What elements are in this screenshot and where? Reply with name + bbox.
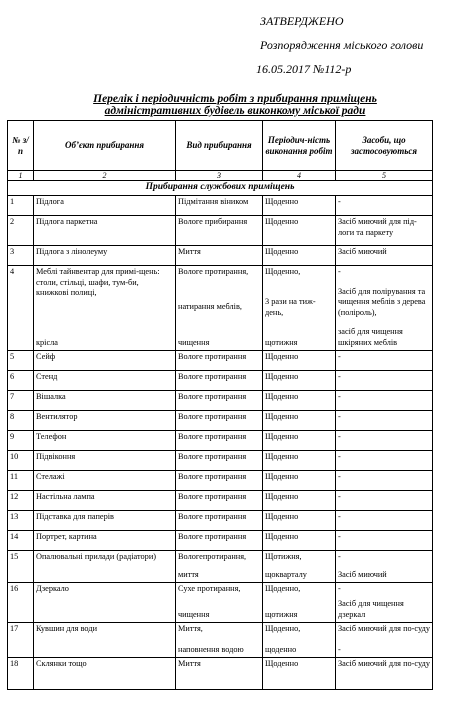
cell-type-part: миття — [178, 569, 199, 579]
cell-means: Засіб миючий для під-логи та паркету — [336, 216, 433, 246]
header-period: Періодич-ність виконання робіт — [263, 121, 336, 171]
cell-num: 2 — [8, 216, 34, 246]
cell-period-part: Щоденно, — [265, 624, 301, 633]
cell-means — [336, 551, 433, 583]
cell-type: Миття — [176, 658, 263, 690]
header-means: Засоби, що застосовуються — [336, 121, 433, 171]
cell-period-part: щотижня — [265, 337, 298, 347]
approval-date-number: 16.05.2017 №112-р — [256, 62, 352, 76]
table-row — [8, 551, 433, 583]
cell-period-part: щокварталу — [265, 569, 307, 579]
cell-object: Вішалка — [34, 391, 176, 411]
cell-period — [263, 551, 336, 583]
cell-type: Вологе протирання — [176, 391, 263, 411]
section-heading: Прибирання службових приміщень — [8, 181, 433, 196]
cell-object — [34, 266, 176, 351]
table-row — [8, 411, 433, 431]
cell-period: Щоденно — [263, 471, 336, 491]
approval-order-line: Розпорядження міського голови — [260, 38, 424, 52]
cell-num: 15 — [8, 551, 34, 583]
cell-num: 13 — [8, 511, 34, 531]
table-row — [8, 583, 433, 623]
cell-type-part: чищення — [178, 609, 210, 619]
cell-means: - — [336, 351, 433, 371]
document-title — [60, 93, 410, 117]
cell-object: Підставка для паперів — [34, 511, 176, 531]
cell-period-part: Щоденно, — [265, 584, 301, 593]
cell-type-part: чищення — [178, 337, 210, 347]
cell-period: Щоденно — [263, 431, 336, 451]
table-row — [8, 246, 433, 266]
cell-num: 1 — [8, 196, 34, 216]
cell-means-part: Засіб для чищення дзеркал — [338, 599, 404, 619]
cell-object: Дзеркало — [34, 583, 176, 623]
cell-object: Підлога з лінолеуму — [34, 246, 176, 266]
cell-period: Щоденно — [263, 246, 336, 266]
cell-object: Телефон — [34, 431, 176, 451]
table-row — [8, 266, 433, 351]
cell-num: 18 — [8, 658, 34, 690]
cell-type: Вологе протирання — [176, 371, 263, 391]
cell-type-part: Вологе протирання, — [178, 267, 249, 276]
cell-type: Вологе прибирання — [176, 216, 263, 246]
cell-object: Портрет, картина — [34, 531, 176, 551]
table-row — [8, 471, 433, 491]
col-number: 5 — [336, 171, 433, 181]
cell-period-part: щотижня — [265, 609, 298, 619]
cell-object-part: Меблі тайнвентар для примі-щень: столи, стільці, шафи, тум-би, книжкові полиці, — [36, 267, 160, 297]
cell-type: Вологе протирання — [176, 431, 263, 451]
cell-type: Вологе протирання — [176, 491, 263, 511]
cell-means: - — [336, 531, 433, 551]
cell-num: 6 — [8, 371, 34, 391]
cell-period: Щоденно — [263, 451, 336, 471]
cell-means-part: засіб для чищення шкіряних меблів — [338, 327, 403, 347]
cleaning-schedule-table — [7, 120, 433, 690]
cell-type: Вологе протирання — [176, 471, 263, 491]
cell-means: - — [336, 511, 433, 531]
cell-means-part: Засіб миючий для по-суду — [338, 624, 430, 633]
cell-means: - — [336, 411, 433, 431]
cell-means-part: - — [338, 552, 341, 561]
col-number: 1 — [8, 171, 34, 181]
cell-object: Склянки тощо — [34, 658, 176, 690]
cell-means-part: Засіб для полірування та чищення меблів з дерева (поліроль), — [338, 286, 426, 317]
col-number: 3 — [176, 171, 263, 181]
cell-period: Щоденно — [263, 531, 336, 551]
cell-period — [263, 623, 336, 658]
header-type: Вид прибирання — [176, 121, 263, 171]
cell-object: Сейф — [34, 351, 176, 371]
cell-means: - — [336, 196, 433, 216]
col-number: 4 — [263, 171, 336, 181]
cell-num: 3 — [8, 246, 34, 266]
cell-means: - — [336, 371, 433, 391]
cell-type — [176, 623, 263, 658]
cell-period: Щоденно — [263, 491, 336, 511]
cell-period — [263, 583, 336, 623]
table-row — [8, 511, 433, 531]
cell-object: Кувшин для води — [34, 623, 176, 658]
cell-type — [176, 266, 263, 351]
cell-period-part: щоденно — [265, 644, 297, 654]
cell-type-part: Миття, — [178, 624, 203, 633]
cell-num: 14 — [8, 531, 34, 551]
cell-means: - — [336, 491, 433, 511]
cell-period: Щоденно — [263, 411, 336, 431]
cell-means: - — [336, 471, 433, 491]
cell-type — [176, 551, 263, 583]
table-row — [8, 351, 433, 371]
cell-object: Опалювальні прилади (радіатори) — [34, 551, 176, 583]
table-row — [8, 196, 433, 216]
cell-object: Підлога — [34, 196, 176, 216]
cell-type: Вологе протирання — [176, 351, 263, 371]
cell-period: Щоденно — [263, 196, 336, 216]
cell-period: Щоденно — [263, 391, 336, 411]
cell-type: Миття — [176, 246, 263, 266]
cell-period: Щоденно — [263, 371, 336, 391]
cell-period: Щоденно — [263, 658, 336, 690]
cell-type: Підмітання віником — [176, 196, 263, 216]
approval-heading: ЗАТВЕРДЖЕНО — [260, 14, 344, 28]
cell-type: Вологе протирання — [176, 451, 263, 471]
cell-means: Засіб миючий для по-суду — [336, 658, 433, 690]
table-row — [8, 391, 433, 411]
cell-means: - — [336, 431, 433, 451]
col-number: 2 — [34, 171, 176, 181]
cell-period-part: 3 рази на тиж-день, — [265, 297, 316, 317]
cell-means-part: - — [338, 267, 341, 276]
cell-period — [263, 266, 336, 351]
header-object: Об’єкт прибирання — [34, 121, 176, 171]
cell-means — [336, 623, 433, 658]
cell-num: 17 — [8, 623, 34, 658]
cell-object: Настільна лампа — [34, 491, 176, 511]
cell-period: Щоденно — [263, 216, 336, 246]
cell-object: Стелажі — [34, 471, 176, 491]
cell-means-part: Засіб миючий — [338, 569, 387, 579]
cell-object: Підвіконня — [34, 451, 176, 471]
cell-period: Щоденно — [263, 511, 336, 531]
cell-period: Щоденно — [263, 351, 336, 371]
cell-means: - — [336, 451, 433, 471]
table-row — [8, 623, 433, 658]
cell-period-part: Щоденно, — [265, 267, 301, 276]
cell-object: Стенд — [34, 371, 176, 391]
cell-type — [176, 583, 263, 623]
document-title-line-2: адміністративних будівель виконкому міської ради — [104, 105, 366, 117]
cell-type-part: натирання меблів, — [178, 302, 242, 312]
cell-num: 16 — [8, 583, 34, 623]
table-row — [8, 531, 433, 551]
table-row — [8, 451, 433, 471]
table-row — [8, 216, 433, 246]
table-row — [8, 371, 433, 391]
cell-means — [336, 583, 433, 623]
cell-means-part: - — [338, 644, 341, 654]
cell-num: 8 — [8, 411, 34, 431]
cell-type-part: наповнення водою — [178, 644, 244, 654]
cell-type: Вологе протирання — [176, 411, 263, 431]
cell-object: Вентилятор — [34, 411, 176, 431]
cell-type-part: Сухе протирання, — [178, 584, 241, 593]
cell-period-part: Щотижня, — [265, 552, 302, 561]
cell-object-part: крісла — [36, 337, 58, 347]
cell-num: 12 — [8, 491, 34, 511]
cell-num: 10 — [8, 451, 34, 471]
cell-type: Вологе протирання — [176, 531, 263, 551]
cell-means — [336, 266, 433, 351]
cell-num: 9 — [8, 431, 34, 451]
cell-object: Підлога паркетна — [34, 216, 176, 246]
cell-num: 7 — [8, 391, 34, 411]
cell-type: Вологе протирання — [176, 511, 263, 531]
cell-type-part: Вологепротирання, — [178, 552, 247, 561]
cell-means: - — [336, 391, 433, 411]
header-num: № з/п — [8, 121, 34, 171]
cell-num: 5 — [8, 351, 34, 371]
cell-means: Засіб миючий — [336, 246, 433, 266]
table-row — [8, 431, 433, 451]
table-row — [8, 491, 433, 511]
table-row — [8, 658, 433, 690]
cell-num: 11 — [8, 471, 34, 491]
document-title-line-1: Перелік і періодичність робіт з прибирання приміщень — [93, 93, 377, 105]
cell-num: 4 — [8, 266, 34, 351]
cell-means-part: - — [338, 584, 341, 593]
